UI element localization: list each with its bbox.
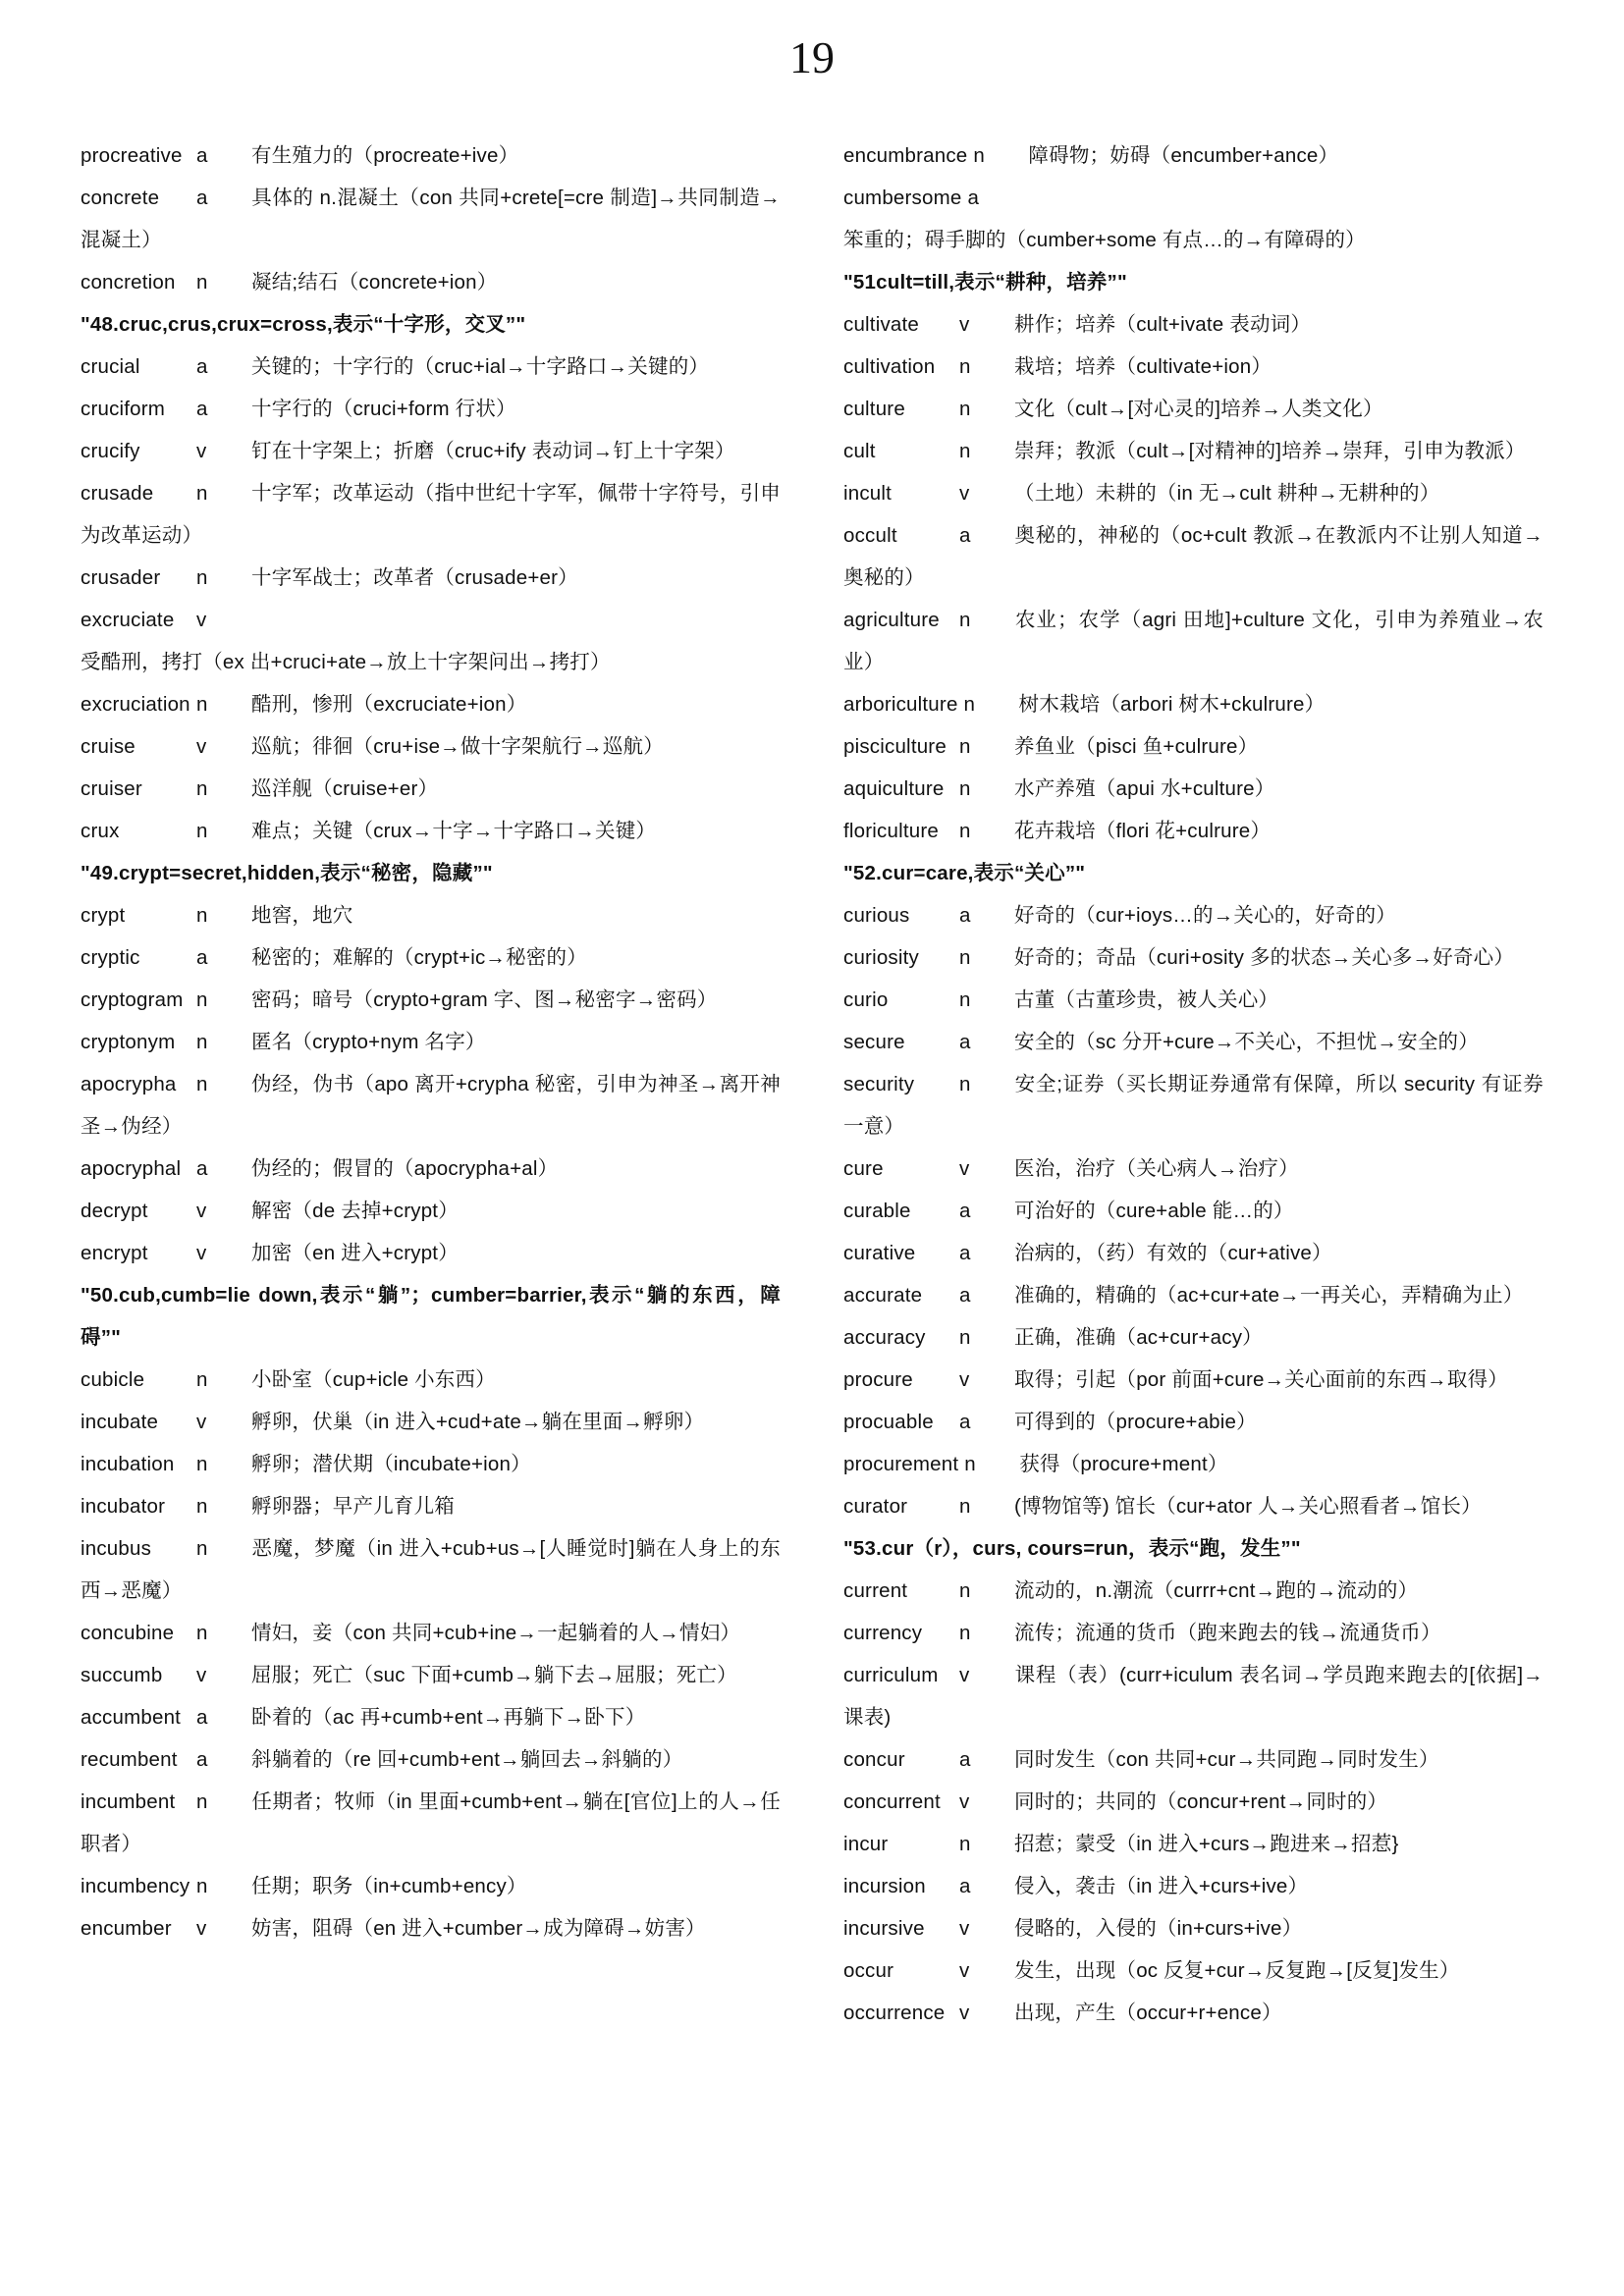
entry-definition: 障碍物；妨碍（encumber+ance）	[1028, 143, 1339, 167]
word-entry	[843, 1443, 1543, 1485]
entry-pos: n	[196, 776, 208, 800]
entry-word: incursive	[843, 1916, 925, 1940]
entry-definition: 出现，产生（occur+r+ence）	[1014, 2001, 1282, 2024]
entry-pos: n	[196, 1874, 208, 1897]
word-entry	[843, 346, 1543, 388]
word-entry	[81, 936, 781, 979]
entry-definition: 恶魔，梦魔（in 进入+cub+us→[人睡觉时]躺在人身上的东西→恶魔）	[81, 1536, 781, 1602]
word-entry	[81, 1148, 781, 1190]
entry-pos: v	[196, 439, 207, 462]
entry-definition: 钉在十字架上；折磨（cruc+ify 表动词→钉上十字架）	[251, 439, 735, 462]
word-entry	[843, 725, 1543, 768]
entry-definition: 巡洋舰（cruise+er）	[251, 776, 439, 800]
word-entry	[81, 1443, 781, 1485]
word-entry	[843, 1485, 1543, 1527]
word-entry	[81, 346, 781, 388]
entry-pos: v	[959, 1916, 970, 1940]
word-entry	[81, 979, 781, 1021]
entry-pos: n	[959, 1621, 971, 1644]
entry-word: occult	[843, 523, 897, 547]
entry-definition: 好奇的（cur+ioys…的→关心的，好奇的）	[1014, 903, 1397, 927]
entry-pos: n	[196, 1030, 208, 1053]
entry-word: encrypt	[81, 1241, 148, 1264]
word-entry	[843, 768, 1543, 810]
word-entry	[81, 1612, 781, 1654]
section-header: "52.cur=care,表示“关心”"	[843, 861, 1086, 884]
entry-pos: v	[959, 312, 970, 336]
entry-word: incumbent	[81, 1789, 176, 1813]
word-entry	[81, 1738, 781, 1781]
word-entry	[843, 979, 1543, 1021]
entry-word: cryptonym	[81, 1030, 176, 1053]
word-entry	[843, 388, 1543, 430]
word-entry	[81, 810, 781, 852]
word-entry	[843, 1232, 1543, 1274]
entry-pos: n	[196, 692, 208, 716]
entry-pos: n	[959, 776, 971, 800]
entry-pos: a	[959, 523, 971, 547]
right-column	[843, 134, 1543, 2034]
word-entry	[81, 388, 781, 430]
entry-pos: n	[973, 143, 986, 167]
entry-definition: 树木栽培（arbori 树木+ckulrure）	[1018, 692, 1326, 716]
entry-pos: n	[963, 692, 976, 716]
entry-word: incubator	[81, 1494, 166, 1518]
word-entry	[843, 683, 1543, 725]
entry-word: cruciform	[81, 397, 166, 420]
entry-pos: n	[959, 1072, 971, 1095]
entry-definition: 医治，治疗（关心病人→治疗）	[1014, 1156, 1299, 1180]
entry-pos: n	[196, 1536, 208, 1560]
entry-definition: 同时的；共同的（concur+rent→同时的）	[1014, 1789, 1388, 1813]
entry-word: concurrent	[843, 1789, 941, 1813]
word-entry	[81, 683, 781, 725]
word-entry	[81, 725, 781, 768]
entry-word: secure	[843, 1030, 905, 1053]
entry-word: curious	[843, 903, 910, 927]
entry-word: incubate	[81, 1410, 159, 1433]
entry-word: encumbrance	[843, 143, 968, 167]
entry-pos: v	[959, 1789, 970, 1813]
entry-word: occur	[843, 1958, 894, 1982]
entry-word: pisciculture	[843, 734, 947, 758]
entry-definition: 任期；职务（in+cumb+ency）	[251, 1874, 527, 1897]
entry-definition: 治病的，（药）有效的（cur+ative）	[1014, 1241, 1332, 1264]
entry-pos: n	[196, 1367, 208, 1391]
entry-pos: n	[964, 1452, 976, 1475]
entry-definition: 招惹；蒙受（in 进入+curs→跑进来→招惹}	[1014, 1832, 1399, 1855]
section-header: "51cult=till,表示“耕种，培养”"	[843, 270, 1127, 294]
entry-word: incubation	[81, 1452, 175, 1475]
entry-definition: 难点；关键（crux→十字→十字路口→关键）	[251, 819, 657, 842]
entry-word: arboriculture	[843, 692, 958, 716]
entry-pos: v	[959, 1367, 970, 1391]
entry-pos: v	[196, 1916, 207, 1940]
entry-pos: a	[959, 1030, 971, 1053]
entry-pos: a	[967, 186, 980, 209]
entry-word: cure	[843, 1156, 884, 1180]
entry-definition: 可治好的（cure+able 能…的）	[1014, 1199, 1294, 1222]
entry-definition: 伪经，伪书（apo 离开+crypha 秘密，引申为神圣→离开神圣→伪经）	[81, 1072, 781, 1138]
entry-word: procure	[843, 1367, 913, 1391]
entry-word: decrypt	[81, 1199, 148, 1222]
entry-definition: 耕作；培养（cult+ivate 表动词）	[1014, 312, 1312, 336]
entry-word: cryptogram	[81, 988, 184, 1011]
entry-definition: 文化（cult→[对心灵的]培养→人类文化）	[1014, 397, 1383, 420]
entry-definition: 准确的，精确的（ac+cur+ate→一再关心，弄精确为止）	[1014, 1283, 1524, 1307]
entry-word: cruise	[81, 734, 135, 758]
entry-word: currency	[843, 1621, 923, 1644]
entry-definition: 密码；暗号（crypto+gram 字、图→秘密字→密码）	[251, 988, 718, 1011]
entry-pos: a	[196, 354, 208, 378]
word-entry	[843, 1190, 1543, 1232]
word-entry	[81, 1907, 781, 1949]
entry-definition: 妨害，阻碍（en 进入+cumber→成为障碍→妨害）	[251, 1916, 706, 1940]
entry-definition: 获得（procure+ment）	[1019, 1452, 1228, 1475]
entry-pos: n	[196, 565, 208, 589]
word-entry	[843, 1823, 1543, 1865]
entry-definition: 安全的（sc 分开+cure→不关心，不担忧→安全的）	[1014, 1030, 1479, 1053]
entry-pos: a	[196, 1705, 208, 1729]
entry-definition: 十字军；改革运动（指中世纪十字军，佩带十字符号，引申为改革运动）	[81, 481, 781, 547]
entry-definition: 流动的，n.潮流（currr+cnt→跑的→流动的）	[1014, 1578, 1419, 1602]
entry-definition: 可得到的（procure+abie）	[1014, 1410, 1257, 1433]
entry-definition: 凝结;结石（concrete+ion）	[251, 270, 498, 294]
entry-word: excruciate	[81, 608, 175, 631]
entry-pos: a	[959, 1199, 971, 1222]
entry-word: cult	[843, 439, 876, 462]
entry-pos: n	[959, 397, 971, 420]
entry-word: incursion	[843, 1874, 926, 1897]
entry-pos: v	[959, 1958, 970, 1982]
entry-pos: n	[196, 819, 208, 842]
word-entry	[81, 1232, 781, 1274]
word-entry	[843, 810, 1543, 852]
entry-word: procreative	[81, 143, 183, 167]
word-entry	[81, 1401, 781, 1443]
entry-pos: a	[196, 397, 208, 420]
entry-pos: n	[959, 1832, 971, 1855]
entry-definition: 酷刑，惨刑（excruciate+ion）	[251, 692, 527, 716]
section-header: "50.cub,cumb=lie down,表示“躺”；cumber=barrier,表示“躺的东西，障碍”"	[81, 1283, 781, 1349]
word-entry	[843, 1738, 1543, 1781]
entry-pos: a	[196, 143, 208, 167]
entry-pos: n	[959, 819, 971, 842]
two-column-layout	[81, 134, 1543, 2034]
entry-word: incubus	[81, 1536, 152, 1560]
entry-definition: 古董（古董珍贵，被人关心）	[1014, 988, 1279, 1011]
entry-word: succumb	[81, 1663, 163, 1686]
entry-word: current	[843, 1578, 908, 1602]
entry-pos: n	[959, 734, 971, 758]
word-entry	[843, 1949, 1543, 1992]
entry-definition: 流传；流通的货币（跑来跑去的钱→流通货币）	[1014, 1621, 1441, 1644]
entry-definition: 具体的 n.混凝土（con 共同+crete[=cre 制造]→共同制造→混凝土）	[81, 186, 781, 251]
entry-definition: (博物馆等) 馆长（cur+ator 人→关心照看者→馆长）	[1014, 1494, 1482, 1518]
word-entry	[843, 134, 1543, 177]
entry-definition: 孵卵器；早产儿育儿箱	[251, 1494, 455, 1518]
entry-word: concrete	[81, 186, 160, 209]
entry-word: incult	[843, 481, 893, 505]
entry-definition: 安全;证券（买长期证券通常有保障，所以 security 有证券一意）	[843, 1072, 1543, 1138]
entry-word: curriculum	[843, 1663, 939, 1686]
entry-word: crypt	[81, 903, 126, 927]
entry-pos: v	[959, 1663, 970, 1686]
word-entry	[843, 599, 1543, 683]
entry-pos: a	[959, 1241, 971, 1264]
entry-word: crux	[81, 819, 120, 842]
entry-pos: v	[196, 1663, 207, 1686]
entry-pos: a	[959, 1747, 971, 1771]
entry-pos: a	[196, 186, 208, 209]
entry-word: procurement	[843, 1452, 959, 1475]
word-entry	[81, 1063, 781, 1148]
entry-word: incumbency	[81, 1874, 190, 1897]
word-entry	[843, 1148, 1543, 1190]
entry-definition: 任期者；牧师（in 里面+cumb+ent→躺在[官位]上的人→任职者）	[81, 1789, 781, 1855]
entry-word: crucial	[81, 354, 140, 378]
entry-word: crusade	[81, 481, 154, 505]
entry-definition: 孵卵；潜伏期（incubate+ion）	[251, 1452, 531, 1475]
word-entry	[81, 1190, 781, 1232]
word-entry	[81, 1865, 781, 1907]
entry-definition: 伪经的；假冒的（apocrypha+al）	[251, 1156, 559, 1180]
entry-pos: n	[959, 354, 971, 378]
entry-word: accumbent	[81, 1705, 182, 1729]
entry-definition: 巡航；徘徊（cru+ise→做十字架航行→巡航）	[251, 734, 664, 758]
entry-definition: 孵卵，伏巢（in 进入+cud+ate→躺在里面→孵卵）	[251, 1410, 705, 1433]
entry-definition: 农业；农学（agri 田地]+culture 文化，引申为养殖业→农业）	[843, 608, 1543, 673]
entry-pos: n	[959, 439, 971, 462]
entry-word: curator	[843, 1494, 908, 1518]
entry-definition: 崇拜；教派（cult→[对精神的]培养→崇拜，引申为教派）	[1014, 439, 1526, 462]
entry-word: cultivation	[843, 354, 936, 378]
entry-definition: 斜躺着的（re 回+cumb+ent→躺回去→斜躺的）	[251, 1747, 683, 1771]
entry-word: apocrypha	[81, 1072, 177, 1095]
entry-word: incur	[843, 1832, 889, 1855]
entry-word: floriculture	[843, 819, 939, 842]
entry-word: crucify	[81, 439, 140, 462]
entry-definition: 地窖，地穴	[251, 903, 353, 927]
entry-definition: 栽培；培养（cultivate+ion）	[1014, 354, 1272, 378]
entry-definition: 养鱼业（pisci 鱼+culrure）	[1014, 734, 1259, 758]
left-column	[81, 134, 781, 2034]
word-entry	[843, 1654, 1543, 1738]
entry-definition: 同时发生（con 共同+cur→共同跑→同时发生）	[1014, 1747, 1439, 1771]
entry-definition: 十字行的（cruci+form 行状）	[251, 397, 516, 420]
entry-definition: 匿名（crypto+nym 名字）	[251, 1030, 486, 1053]
word-entry	[843, 1992, 1543, 2034]
section-header: "49.crypt=secret,hidden,表示“秘密，隐藏”"	[81, 861, 493, 884]
entry-pos: a	[959, 1410, 971, 1433]
entry-word: aquiculture	[843, 776, 945, 800]
word-entry	[81, 599, 781, 683]
entry-word: encumber	[81, 1916, 172, 1940]
word-entry	[81, 1527, 781, 1612]
entry-definition: 加密（en 进入+crypt）	[251, 1241, 459, 1264]
entry-definition: 花卉栽培（flori 花+culrure）	[1014, 819, 1272, 842]
entry-pos: n	[196, 1621, 208, 1644]
entry-pos: a	[959, 1874, 971, 1897]
entry-definition: 屈服；死亡（suc 下面+cumb→躺下去→屈服；死亡）	[251, 1663, 737, 1686]
entry-definition: 有生殖力的（procreate+ive）	[251, 143, 519, 167]
word-entry	[81, 177, 781, 261]
entry-word: concubine	[81, 1621, 175, 1644]
entry-pos: v	[959, 481, 970, 505]
entry-pos: a	[196, 1156, 208, 1180]
section-header: "53.cur（r），curs, cours=run，表示“跑，发生”"	[843, 1536, 1301, 1560]
entry-pos: v	[196, 1241, 207, 1264]
word-entry	[81, 1696, 781, 1738]
entry-pos: a	[196, 1747, 208, 1771]
entry-word: cryptic	[81, 945, 140, 969]
entry-definition: 秘密的；难解的（crypt+ic→秘密的）	[251, 945, 587, 969]
entry-word: curiosity	[843, 945, 919, 969]
entry-pos: v	[959, 1156, 970, 1180]
entry-pos: n	[196, 1072, 208, 1095]
word-entry	[843, 1612, 1543, 1654]
entry-pos: n	[959, 608, 971, 631]
entry-definition: 情妇，妾（con 共同+cub+ine→一起躺着的人→情妇）	[251, 1621, 741, 1644]
word-entry	[81, 1485, 781, 1527]
entry-pos: n	[959, 988, 971, 1011]
entry-definition: 发生，出现（oc 反复+cur→反复跑→[反复]发生）	[1014, 1958, 1460, 1982]
entry-word: excruciation	[81, 692, 190, 716]
entry-definition: （土地）未耕的（in 无→cult 耕种→无耕种的）	[1014, 481, 1440, 505]
word-entry	[843, 1359, 1543, 1401]
word-entry	[843, 1316, 1543, 1359]
word-entry	[843, 1865, 1543, 1907]
word-entry	[843, 1021, 1543, 1063]
entry-definition: 好奇的；奇品（curi+osity 多的状态→关心多→好奇心）	[1014, 945, 1515, 969]
entry-definition: 取得；引起（por 前面+cure→关心面前的东西→取得）	[1014, 1367, 1508, 1391]
word-entry	[843, 1063, 1543, 1148]
entry-definition: 奥秘的，神秘的（oc+cult 教派→在教派内不让别人知道→奥秘的）	[843, 523, 1543, 589]
entry-pos: n	[959, 1325, 971, 1349]
entry-definition: 正确，准确（ac+cur+acy）	[1014, 1325, 1263, 1349]
word-entry	[843, 1781, 1543, 1823]
entry-pos: n	[196, 988, 208, 1011]
word-entry	[81, 1021, 781, 1063]
entry-pos: n	[959, 1494, 971, 1518]
entry-pos: n	[196, 481, 208, 505]
entry-word: concur	[843, 1747, 905, 1771]
word-entry	[843, 1570, 1543, 1612]
entry-word: concretion	[81, 270, 176, 294]
entry-pos: a	[959, 903, 971, 927]
entry-pos: v	[196, 1410, 207, 1433]
entry-pos: v	[959, 2001, 970, 2024]
entry-definition: 课程（表）(curr+iculum 表名词→学员跑来跑去的[依据]→课表)	[843, 1663, 1543, 1729]
word-entry	[843, 894, 1543, 936]
word-entry	[843, 1401, 1543, 1443]
word-entry	[843, 514, 1543, 599]
entry-definition: 十字军战士；改革者（crusade+er）	[251, 565, 578, 589]
entry-word: recumbent	[81, 1747, 178, 1771]
word-entry	[843, 1274, 1543, 1316]
word-entry	[81, 134, 781, 177]
entry-word: culture	[843, 397, 905, 420]
word-entry	[81, 1654, 781, 1696]
word-entry	[81, 1781, 781, 1865]
entry-definition: 关键的；十字行的（cruc+ial→十字路口→关键的）	[251, 354, 710, 378]
entry-word: accuracy	[843, 1325, 926, 1349]
word-entry	[843, 430, 1543, 472]
word-entry	[81, 768, 781, 810]
entry-word: curio	[843, 988, 889, 1011]
entry-pos: n	[196, 270, 208, 294]
entry-word: cumbersome	[843, 186, 962, 209]
entry-pos: n	[196, 903, 208, 927]
entry-pos: v	[196, 1199, 207, 1222]
entry-word: cubicle	[81, 1367, 145, 1391]
entry-pos: n	[196, 1452, 208, 1475]
entry-word: cruiser	[81, 776, 142, 800]
entry-pos: n	[959, 1578, 971, 1602]
section-header: "48.cruc,crus,crux=cross,表示“十字形，交叉”"	[81, 312, 526, 336]
entry-pos: a	[196, 945, 208, 969]
entry-pos: v	[196, 734, 207, 758]
word-entry	[81, 472, 781, 557]
entry-word: security	[843, 1072, 915, 1095]
page-number: 19	[789, 32, 835, 82]
word-entry	[843, 936, 1543, 979]
word-entry	[81, 557, 781, 599]
word-entry	[81, 261, 781, 303]
entry-definition: 侵入，袭击（in 进入+curs+ive）	[1014, 1874, 1309, 1897]
word-entry	[843, 1907, 1543, 1949]
entry-word: curable	[843, 1199, 911, 1222]
entry-word: curative	[843, 1241, 916, 1264]
entry-word: apocryphal	[81, 1156, 182, 1180]
entry-word: occurrence	[843, 2001, 946, 2024]
entry-definition: 侵略的，入侵的（in+curs+ive）	[1014, 1916, 1303, 1940]
word-entry	[843, 303, 1543, 346]
entry-word: agriculture	[843, 608, 940, 631]
word-entry	[81, 430, 781, 472]
entry-definition: 解密（de 去掉+crypt）	[251, 1199, 459, 1222]
entry-pos: a	[959, 1283, 971, 1307]
word-entry	[81, 1359, 781, 1401]
entry-word: procuable	[843, 1410, 934, 1433]
word-entry	[843, 177, 1543, 261]
entry-definition: 笨重的；碍手脚的（cumber+some 有点…的→有障碍的）	[843, 228, 1366, 251]
entry-definition: 小卧室（cup+icle 小东西）	[251, 1367, 496, 1391]
entry-pos: v	[196, 608, 207, 631]
word-entry	[81, 894, 781, 936]
word-entry	[843, 472, 1543, 514]
entry-definition: 卧着的（ac 再+cumb+ent→再躺下→卧下）	[251, 1705, 646, 1729]
entry-pos: n	[196, 1494, 208, 1518]
entry-definition: 水产养殖（apui 水+culture）	[1014, 776, 1275, 800]
entry-word: crusader	[81, 565, 161, 589]
entry-definition: 受酷刑，拷打（ex 出+cruci+ate→放上十字架问出→拷打）	[81, 650, 611, 673]
entry-word: cultivate	[843, 312, 920, 336]
entry-pos: n	[959, 945, 971, 969]
entry-pos: n	[196, 1789, 208, 1813]
entry-word: accurate	[843, 1283, 923, 1307]
